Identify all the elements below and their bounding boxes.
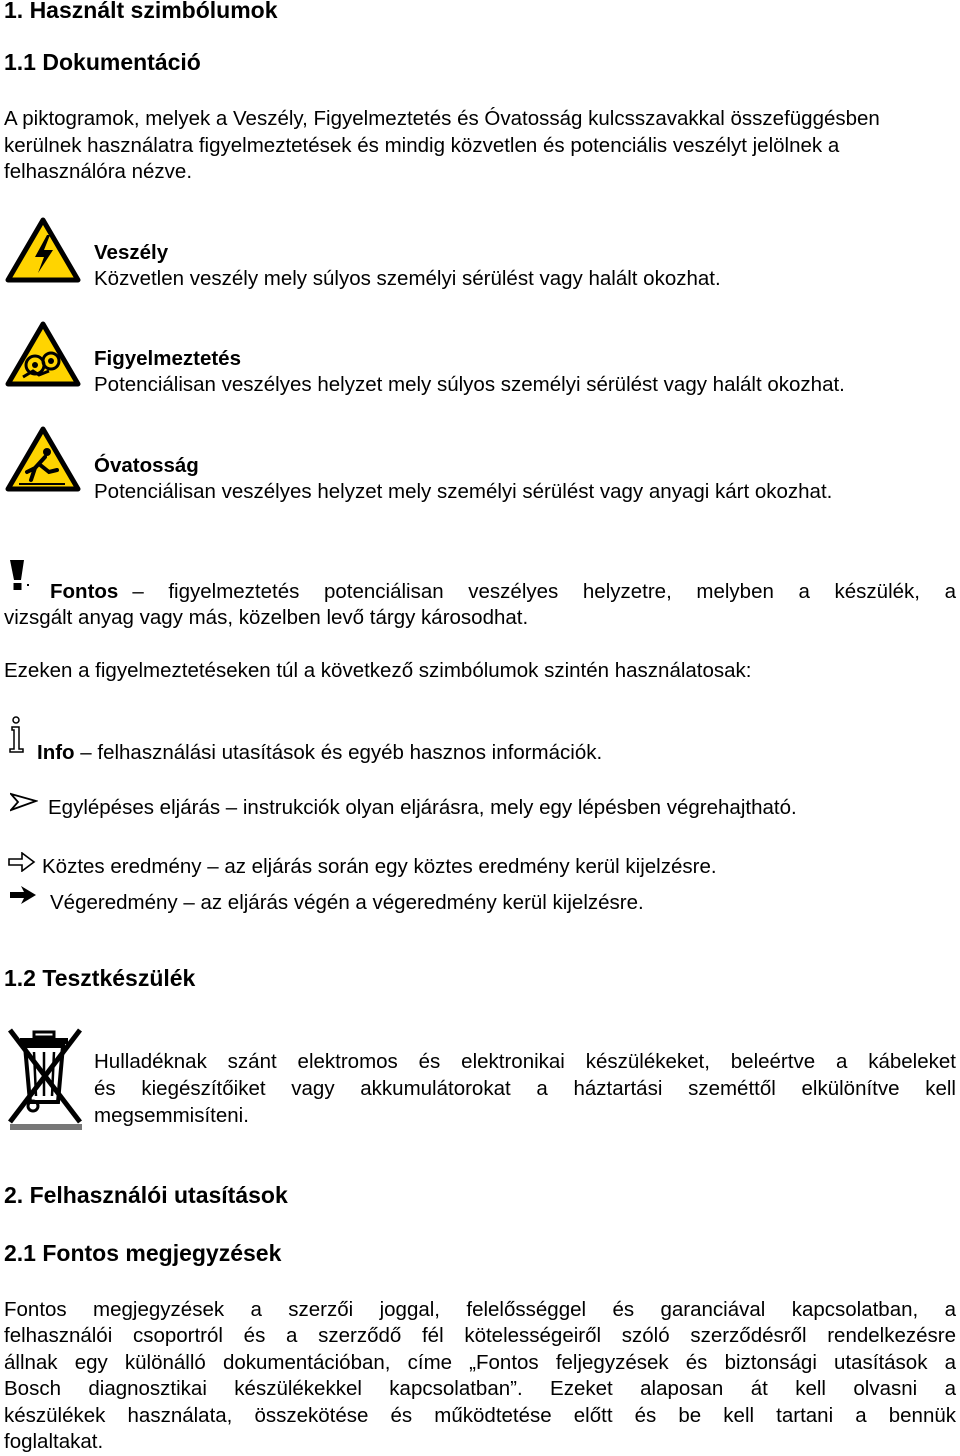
- section-1-heading: 1. Használt szimbólumok: [4, 0, 278, 23]
- warning-title-danger: Veszély: [94, 241, 169, 264]
- disposal-line-2: és kiegészítőiket vagy akkumulátorokat a háztartási szeméttől elkülönítve kell: [94, 1077, 956, 1100]
- info-icon: [5, 716, 29, 754]
- symbol-end-result-desc: – az eljárás végén a végeredmény kerül kijelzésre.: [183, 891, 644, 914]
- slip-hazard-warning-icon: [5, 426, 81, 492]
- outline-arrow-icon: [8, 852, 36, 872]
- disposal-line-3: megsemmisíteni.: [94, 1104, 249, 1127]
- section-1-2-heading: 1.2 Tesztkészülék: [4, 965, 196, 991]
- symbol-intermediate-row: [42, 855, 717, 879]
- symbol-single-step-title: Egylépéses eljárás: [48, 796, 221, 819]
- notes-line-1: Fontos megjegyzések a szerzői joggal, felelősséggel és garanciával kapcsolatban, a: [4, 1298, 956, 1321]
- intro-paragraph: A piktogramok, melyek a Veszély, Figyelmeztetés és Óvatosság kulcsszavakkal összefüggésben kerülnek használatra figyelmeztetések és mindig közvetlen és potenciális veszélyt jelölnek a felhasználóra nézve.: [4, 107, 880, 184]
- notes-line-6: foglaltakat.: [4, 1430, 104, 1453]
- notes-line-5: készülékek használata, összekötése és működtetése előtt és be kell tartani a bennük: [4, 1404, 956, 1427]
- disposal-line-1: Hulladéknak szánt elektromos és elektronikai készülékeket, beleértve a kábeleket: [94, 1050, 956, 1073]
- notes-line-4: Bosch diagnosztikai készülékekkel kapcsolatban”. Ezeket alaposan át kell olvasni a: [4, 1377, 956, 1400]
- symbol-info-title: Info: [37, 741, 75, 764]
- warning-desc-caution: Potenciálisan veszélyes helyzet mely személyi sérülést vagy anyagi kárt okozhat.: [94, 480, 833, 503]
- single-step-arrowhead-icon: [10, 792, 38, 812]
- section-2-1-heading: 2.1 Fontos megjegyzések: [4, 1240, 282, 1266]
- important-title: Fontos: [50, 580, 119, 603]
- filled-arrow-icon: [8, 884, 38, 906]
- warning-title-caution: Óvatosság: [94, 454, 199, 477]
- warning-title-warning: Figyelmeztetés: [94, 347, 241, 370]
- important-line-2: vizsgált anyag vagy más, közelben levő tárgy károsodhat.: [4, 606, 529, 629]
- symbol-end-result-row: [50, 891, 644, 915]
- other-symbols-intro: Ezeken a figyelmeztetéseken túl a következő szimbólumok szintén használatosak:: [4, 659, 752, 682]
- symbol-single-step-desc: – instrukciók olyan eljárásra, mely egy lépésben végrehajtható.: [225, 796, 797, 819]
- crossed-out-bin-icon: [6, 1026, 86, 1132]
- section-2-heading: 2. Felhasználói utasítások: [4, 1182, 288, 1208]
- symbol-end-result-title: Végeredmény: [50, 891, 178, 914]
- notes-line-2: felhasználói csoportról és a szerződő fél kötelességeiről szóló szerződésről rendelkezésre: [4, 1324, 956, 1347]
- symbol-intermediate-title: Köztes eredmény: [42, 855, 202, 878]
- exclamation-icon: [6, 560, 32, 592]
- notes-line-3: állnak egy különálló dokumentációban, címe „Fontos feljegyzések és biztonsági utasítások a: [4, 1351, 956, 1374]
- symbol-info-desc: – felhasználási utasítások és egyéb hasznos információk.: [80, 741, 603, 764]
- high-voltage-warning-icon: [5, 217, 81, 283]
- warning-desc-warning: Potenciálisan veszélyes helyzet mely súlyos személyi sérülést vagy halált okozhat.: [94, 373, 845, 396]
- rotating-parts-warning-icon: [5, 321, 81, 387]
- symbol-info-row: [37, 741, 602, 765]
- symbol-intermediate-desc: – az eljárás során egy köztes eredmény kerül kijelzésre.: [207, 855, 717, 878]
- symbol-single-step-row: [48, 796, 797, 820]
- section-1-1-heading: 1.1 Dokumentáció: [4, 49, 201, 75]
- important-line-1: – figyelmeztetés potenciálisan veszélyes helyzetre, melyben a készülék, a: [132, 580, 956, 603]
- warning-desc-danger: Közvetlen veszély mely súlyos személyi sérülést vagy halált okozhat.: [94, 267, 721, 290]
